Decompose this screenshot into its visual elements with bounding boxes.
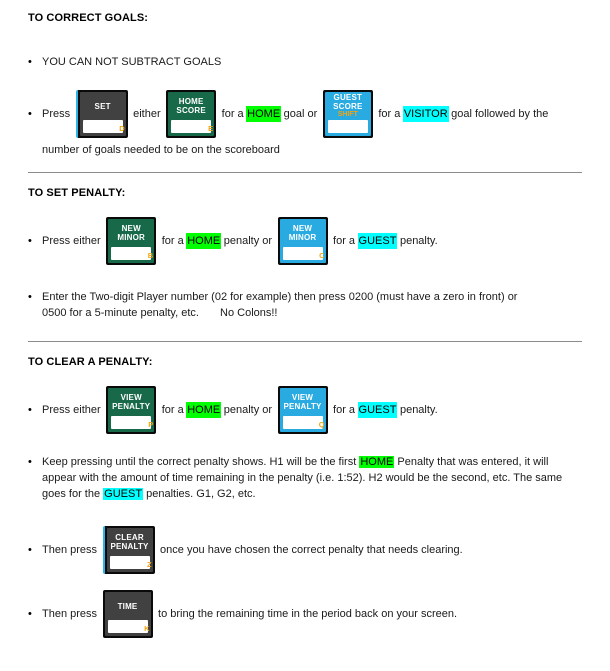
new-minor-home-key-image: NEW MINOR B bbox=[106, 217, 156, 265]
home-highlight: HOME bbox=[247, 108, 281, 120]
text-segment: penalties. G1, G2, etc. bbox=[146, 488, 256, 500]
section-divider bbox=[28, 341, 582, 342]
section-heading-clear-penalty: TO CLEAR A PENALTY: bbox=[28, 356, 153, 368]
key-display-window bbox=[283, 416, 323, 429]
key-hint-letter: Z bbox=[146, 560, 152, 569]
bullet-dot: • bbox=[28, 291, 32, 303]
guest-score-key-image: GUEST SCORE SHIFT bbox=[323, 90, 373, 138]
text-segment: penalty or bbox=[223, 235, 273, 247]
key-hint-letter: P bbox=[148, 420, 154, 429]
text-segment: Then press bbox=[42, 544, 98, 556]
home-highlight: HOME bbox=[360, 456, 394, 468]
list-item bbox=[28, 54, 582, 70]
text-segment: Then press bbox=[42, 608, 98, 620]
list-item bbox=[28, 217, 582, 265]
press-instruction-row bbox=[42, 590, 460, 638]
guest-highlight: GUEST bbox=[104, 488, 143, 500]
list-item bbox=[28, 526, 582, 574]
list-item bbox=[28, 289, 582, 321]
key-hint-letter: K bbox=[144, 624, 150, 633]
text-segment: for a bbox=[221, 108, 244, 120]
key-display-window bbox=[83, 120, 123, 133]
guest-highlight: GUEST bbox=[358, 404, 397, 416]
press-instruction-row bbox=[42, 217, 440, 265]
bullet-dot: • bbox=[28, 608, 32, 620]
key-hint-letter: D bbox=[119, 124, 125, 133]
clear-penalty-key-image: CLEAR PENALTY Z bbox=[103, 526, 155, 574]
press-instruction-row bbox=[42, 90, 551, 138]
text-segment: Penalty that was entered, it will appear with the amount of time remaining in the penalty (i.e. 1:52). H2 would be the second, etc. The same goes for the bbox=[42, 456, 563, 500]
bullet-dot: • bbox=[28, 108, 32, 120]
bullet-dot: • bbox=[28, 235, 32, 247]
key-display-window bbox=[283, 247, 323, 260]
section-divider bbox=[28, 172, 582, 173]
text-segment: for a bbox=[333, 235, 356, 247]
no-subtract-goals-text: YOU CAN NOT SUBTRACT GOALS bbox=[42, 56, 222, 68]
text-segment: to bring the remaining time in the period back on your screen. bbox=[158, 608, 458, 620]
home-highlight: HOME bbox=[187, 235, 221, 247]
shift-label: SHIFT bbox=[337, 111, 358, 118]
no-colons-note: No Colons!! bbox=[220, 307, 278, 319]
home-highlight: HOME bbox=[187, 404, 221, 416]
list-item bbox=[28, 386, 582, 434]
time-key-image: TIME K bbox=[103, 590, 153, 638]
key-hint-letter: C bbox=[319, 251, 325, 260]
visitor-highlight: VISITOR bbox=[403, 108, 448, 120]
press-instruction-row bbox=[42, 386, 440, 434]
set-key-image: SET D bbox=[76, 90, 128, 138]
bullet-dot: • bbox=[28, 544, 32, 556]
list-item bbox=[28, 90, 582, 138]
text-segment: penalty. bbox=[399, 404, 438, 416]
bullet-dot: • bbox=[28, 56, 32, 68]
section-heading-correct-goals: TO CORRECT GOALS: bbox=[28, 12, 149, 24]
text-segment: Press either bbox=[42, 235, 101, 247]
text-segment: once you have chosen the correct penalty that needs clearing. bbox=[160, 544, 463, 556]
press-instruction-row bbox=[42, 526, 465, 574]
list-item bbox=[28, 454, 582, 502]
home-score-key-image: HOME SCORE E bbox=[166, 90, 216, 138]
key-display-window bbox=[110, 556, 150, 569]
text-segment: Press bbox=[42, 108, 71, 120]
new-minor-guest-key-image: NEW MINOR C bbox=[278, 217, 328, 265]
continuation-text: number of goals needed to be on the scoreboard bbox=[42, 144, 280, 156]
text-segment: for a bbox=[378, 108, 401, 120]
key-hint-letter: E bbox=[208, 124, 214, 133]
key-hint-letter: B bbox=[147, 251, 154, 260]
text-segment: goal or bbox=[283, 108, 318, 120]
view-penalty-home-key-image: VIEW PENALTY P bbox=[106, 386, 156, 434]
text-segment: for a bbox=[161, 404, 184, 416]
guest-highlight: GUEST bbox=[358, 235, 397, 247]
key-display-window bbox=[111, 416, 154, 429]
text-segment: penalty. bbox=[399, 235, 438, 247]
text-segment: goal followed by the bbox=[451, 108, 549, 120]
text-segment: either bbox=[133, 108, 161, 120]
key-hint-letter: Q bbox=[318, 420, 325, 429]
text-segment: for a bbox=[161, 235, 184, 247]
bullet-dot: • bbox=[28, 404, 32, 416]
key-display-window bbox=[171, 120, 214, 133]
keep-pressing-paragraph bbox=[42, 454, 564, 502]
text-segment: penalty or bbox=[223, 404, 273, 416]
enter-player-number-line1: Enter the Two-digit Player number (02 for example) then press 0200 (must have a zero in front) or bbox=[42, 291, 518, 303]
text-segment: for a bbox=[333, 404, 356, 416]
section-heading-set-penalty: TO SET PENALTY: bbox=[28, 187, 126, 199]
key-display-window bbox=[111, 247, 154, 260]
list-item bbox=[28, 590, 582, 638]
text-segment: Press either bbox=[42, 404, 101, 416]
enter-player-number-line2: 0500 for a 5-minute penalty, etc. bbox=[42, 307, 199, 319]
key-display-window bbox=[328, 120, 368, 133]
text-segment: Keep pressing until the correct penalty shows. H1 will be the first bbox=[42, 456, 357, 468]
view-penalty-guest-key-image: VIEW PENALTY Q bbox=[278, 386, 328, 434]
continuation-line-wrap bbox=[28, 138, 582, 158]
key-display-window bbox=[108, 620, 148, 633]
bullet-dot: • bbox=[28, 456, 32, 468]
